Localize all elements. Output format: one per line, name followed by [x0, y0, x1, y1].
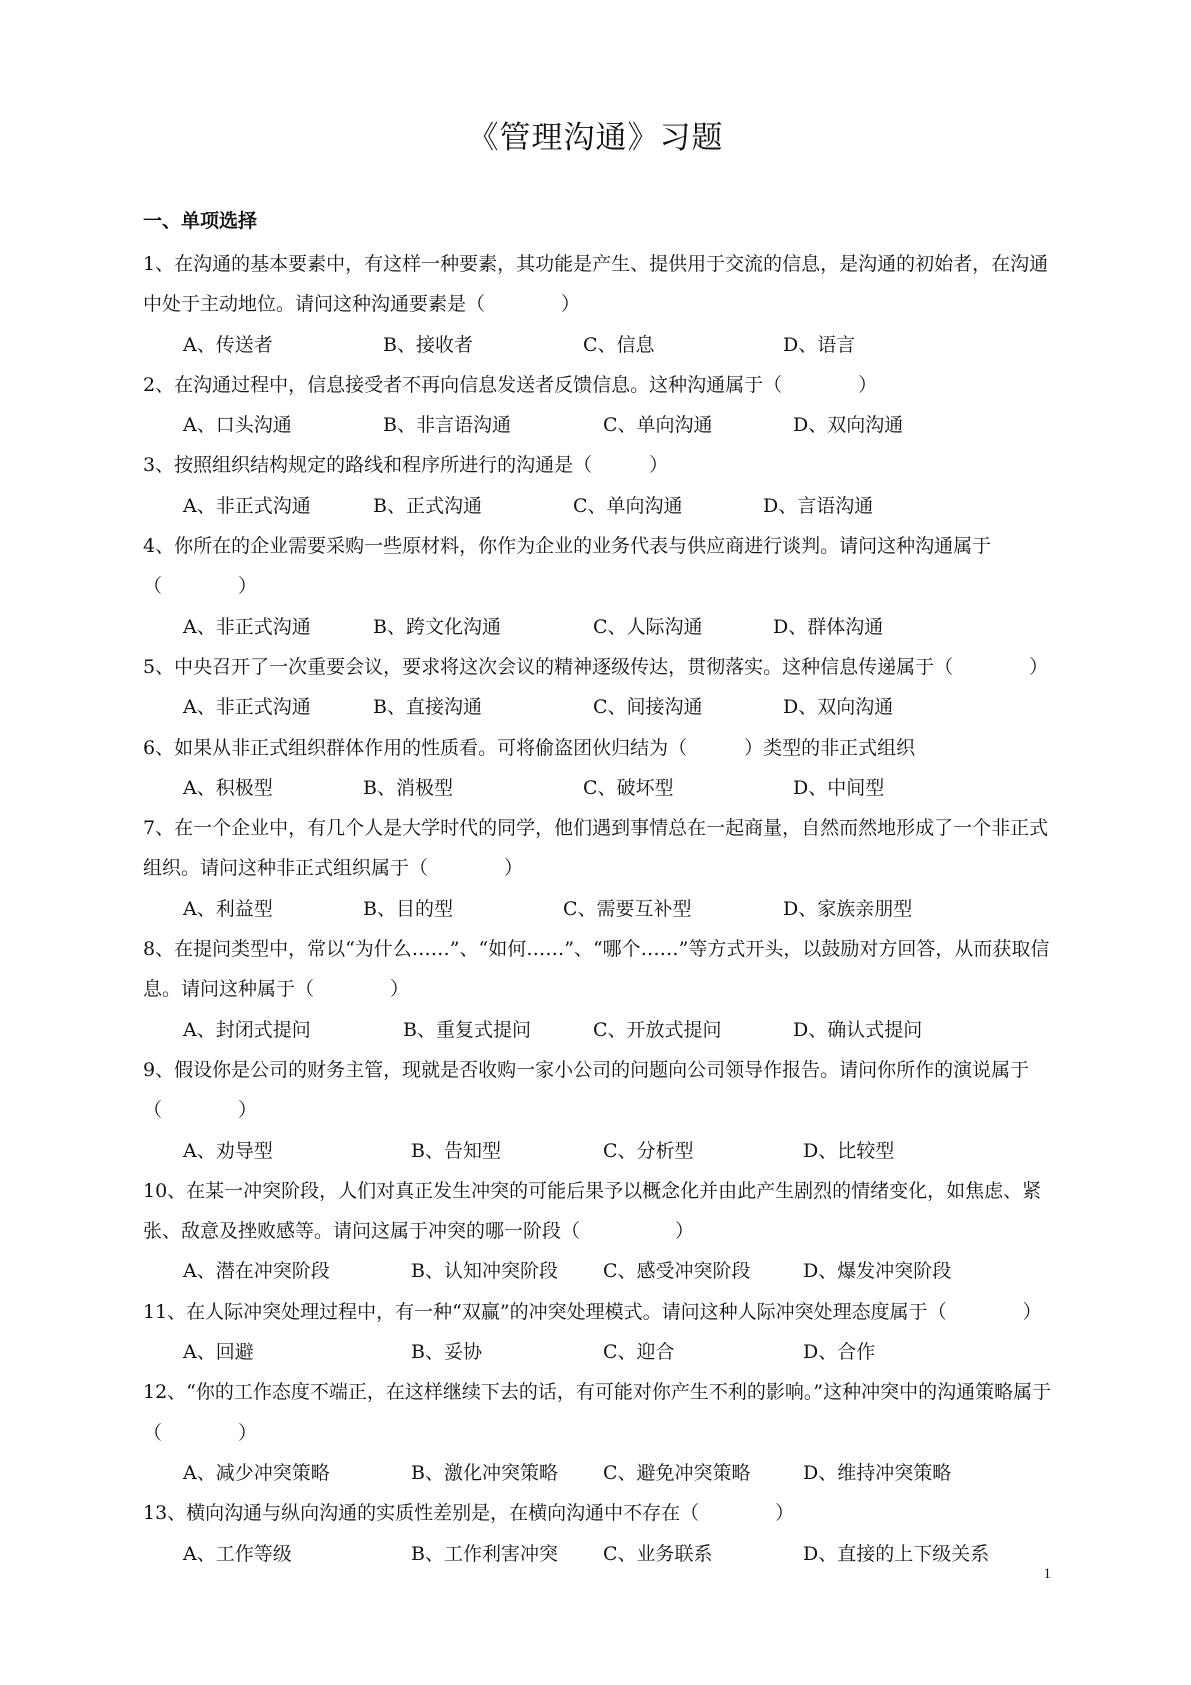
question-13	[143, 1493, 1058, 1574]
question-2-options	[143, 405, 1058, 445]
question-8	[143, 929, 1058, 1050]
option-b: B、消极型	[363, 776, 453, 799]
option-a: A、传送者	[183, 333, 273, 356]
question-10-options	[143, 1251, 1058, 1291]
question-7	[143, 808, 1058, 929]
option-a: A、非正式沟通	[183, 696, 311, 719]
option-c: C、迎合	[603, 1341, 675, 1364]
question-9-text: 9、假设你是公司的财务主管，现就是否收购一家小公司的问题向公司领导作报告。请问你所作的演说属于（ ）	[143, 1058, 1030, 1122]
option-b: B、工作利害冲突	[411, 1542, 558, 1565]
question-1-options	[143, 325, 1058, 365]
option-a: A、非正式沟通	[183, 494, 311, 517]
option-a: A、减少冲突策略	[183, 1461, 330, 1484]
option-b: B、跨文化沟通	[373, 615, 501, 638]
question-7-options	[143, 889, 1058, 929]
option-d: D、群体沟通	[773, 615, 884, 638]
question-4-options	[143, 607, 1058, 647]
option-b: B、妥协	[411, 1341, 482, 1364]
option-b: B、重复式提问	[403, 1018, 531, 1041]
question-12-text: 12、“你的工作态度不端正，在这样继续下去的话，有可能对你产生不利的影响。”这种冲突中的沟通策略属于（ ）	[143, 1381, 1052, 1444]
question-6-options	[143, 768, 1058, 808]
option-c: C、破坏型	[583, 776, 674, 799]
question-13-text: 13、横向沟通与纵向沟通的实质性差别是，在横向沟通中不存在（ ）	[143, 1502, 795, 1525]
option-d: D、爆发冲突阶段	[803, 1260, 952, 1283]
page-number: 1	[1043, 1566, 1051, 1582]
document-title: 《管理沟通》习题	[467, 120, 724, 156]
option-d: D、双向沟通	[783, 696, 894, 719]
option-c: C、单向沟通	[573, 494, 683, 517]
question-13-options	[143, 1534, 1058, 1574]
option-a: A、回避	[183, 1341, 254, 1364]
option-d: D、家族亲朋型	[783, 897, 913, 920]
option-d: D、言语沟通	[763, 494, 874, 517]
option-b: B、告知型	[411, 1139, 501, 1162]
question-2-text: 2、在沟通过程中，信息接受者不再向信息发送者反馈信息。这种沟通属于（ ）	[143, 373, 878, 396]
question-1	[143, 244, 1058, 365]
question-7-text: 7、在一个企业中，有几个人是大学时代的同学，他们遇到事情总在一起商量，自然而然地形成了一个非正式组织。请问这种非正式组织属于（ ）	[143, 817, 1049, 880]
question-9	[143, 1050, 1058, 1171]
option-a: A、潜在冲突阶段	[183, 1260, 330, 1283]
option-a: A、利益型	[183, 897, 273, 920]
question-5-options	[143, 687, 1058, 727]
question-1-text: 1、在沟通的基本要素中，有这样一种要素，其功能是产生、提供用于交流的信息，是沟通的初始者，在沟通中处于主动地位。请问这种沟通要素是（ ）	[143, 253, 1049, 316]
section-heading: 一、单项选择	[143, 210, 258, 232]
question-8-options	[143, 1010, 1058, 1050]
question-2	[143, 365, 1058, 446]
question-4	[143, 526, 1058, 647]
option-c: C、单向沟通	[603, 414, 713, 437]
option-b: B、认知冲突阶段	[411, 1260, 558, 1283]
option-d: D、维持冲突策略	[803, 1461, 952, 1484]
question-3	[143, 445, 1058, 526]
option-a: A、口头沟通	[183, 414, 292, 437]
option-a: A、工作等级	[183, 1542, 292, 1565]
option-d: D、比较型	[803, 1139, 895, 1162]
option-a: A、封闭式提问	[183, 1018, 311, 1041]
option-a: A、积极型	[183, 776, 273, 799]
question-11-options	[143, 1332, 1058, 1372]
question-11	[143, 1292, 1058, 1373]
question-5-text: 5、中央召开了一次重要会议，要求将这次会议的精神逐级传达，贯彻落实。这种信息传递属于（ ）	[143, 655, 1049, 678]
option-c: C、避免冲突策略	[603, 1461, 751, 1484]
option-d: D、确认式提问	[793, 1018, 923, 1041]
question-9-options	[143, 1131, 1058, 1171]
question-10	[143, 1171, 1058, 1292]
question-3-text: 3、按照组织结构规定的路线和程序所进行的沟通是（ ）	[143, 454, 669, 477]
option-c: C、间接沟通	[593, 696, 703, 719]
option-c: C、感受冲突阶段	[603, 1260, 751, 1283]
question-12-options	[143, 1453, 1058, 1493]
option-a: A、劝导型	[183, 1139, 273, 1162]
question-12	[143, 1372, 1058, 1493]
option-c: C、需要互补型	[563, 897, 692, 920]
question-6-text: 6、如果从非正式组织群体作用的性质看。可将偷盗团伙归结为（ ）类型的非正式组织	[143, 736, 916, 759]
option-b: B、目的型	[363, 897, 453, 920]
option-c: C、分析型	[603, 1139, 694, 1162]
option-c: C、业务联系	[603, 1542, 713, 1565]
question-6	[143, 728, 1058, 809]
option-b: B、接收者	[383, 333, 473, 356]
option-b: B、激化冲突策略	[411, 1461, 558, 1484]
question-11-text: 11、在人际冲突处理过程中，有一种“双赢”的冲突处理模式。请问这种人际冲突处理态度属于（ ）	[143, 1300, 1042, 1323]
question-4-text: 4、你所在的企业需要采购一些原材料，你作为企业的业务代表与供应商进行谈判。请问这种沟通属于（ ）	[143, 535, 992, 598]
option-c: C、信息	[583, 333, 655, 356]
option-b: B、正式沟通	[373, 494, 482, 517]
option-b: B、非言语沟通	[383, 414, 511, 437]
question-10-text: 10、在某一冲突阶段，人们对真正发生冲突的可能后果予以概念化并由此产生剧烈的情绪变化，如焦虑、紧张、敌意及挫败感等。请问这属于冲突的哪一阶段（ ）	[143, 1179, 1042, 1243]
option-d: D、直接的上下级关系	[803, 1542, 990, 1565]
option-a: A、非正式沟通	[183, 615, 311, 638]
question-5	[143, 647, 1058, 728]
question-8-text: 8、在提问类型中，常以“为什么……”、“如何……”、“哪个……”等方式开头，以鼓励对方回答，从而获取信息。请问这种属于（ ）	[143, 938, 1050, 1001]
option-d: D、语言	[783, 333, 856, 356]
option-d: D、中间型	[793, 776, 885, 799]
option-c: C、开放式提问	[593, 1018, 722, 1041]
option-c: C、人际沟通	[593, 615, 703, 638]
option-d: D、双向沟通	[793, 414, 904, 437]
option-d: D、合作	[803, 1341, 876, 1364]
question-3-options	[143, 486, 1058, 526]
option-b: B、直接沟通	[373, 696, 482, 719]
question-list	[143, 244, 1058, 1574]
